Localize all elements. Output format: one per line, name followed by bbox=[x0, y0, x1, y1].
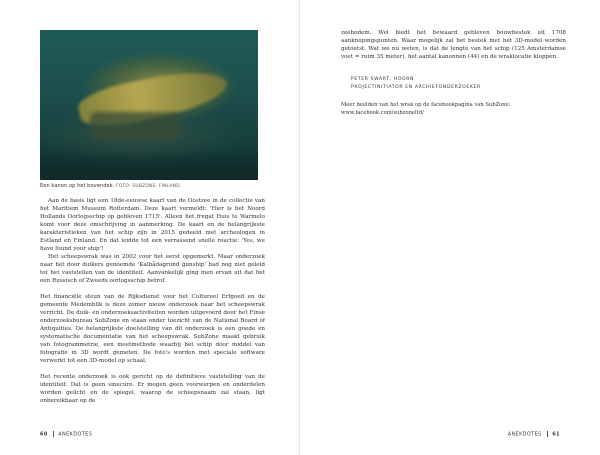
right-page-number: 61 bbox=[552, 432, 560, 438]
right-body-text bbox=[341, 29, 566, 61]
facebook-link[interactable]: www.facebook.com/subzoneltd/ bbox=[341, 109, 424, 116]
paragraph-3: Het financiële steun van de Rijksdienst voor het Cultureel Erfgoed en de gemeente Medemblik is deze zomer nieuw onderzoek naar het scheepswrak verricht. De duik- en onderzoeksactiviteiten worden uitgevoerd door het Finse onderzoeksbureau SubZone en staan onder toezicht van de National Board of Antiquities. De belangrijkste doelstelling van dit onderzoek is een goede en systematische documentatie van het scheepswrak. SubZone maakt gebruik van fotogrammetrie, een meetmethode waarbij het schip door middel van fotografie in 3D wordt gemeten. De foto's worden met speciale software verwerkt tot een 3D-model op schaal. bbox=[40, 294, 265, 364]
author-signature bbox=[351, 76, 551, 92]
author-role: PROJECTINITIATOR EN ARCHIEFONDERZOEKER bbox=[351, 85, 481, 90]
right-page bbox=[300, 0, 600, 455]
footer-separator bbox=[53, 431, 54, 437]
author-name: PETER SWART, HOORN bbox=[351, 77, 415, 82]
left-page-number: 60 bbox=[40, 432, 48, 438]
right-footer bbox=[508, 431, 560, 438]
paragraph-4: Het recente onderzoek is ook gericht op de definitieve vaststelling van de identiteit. Dat is geen sinecure. Er mogen geen voorwerpen en onderdelen worden gelicht en de spiegel, waarop de scheepsnaam zal staan, ligt onbereikbaar op de bbox=[40, 374, 265, 404]
book-gutter bbox=[299, 0, 300, 455]
caption-credit: FOTO: SUBZONE, FINLAND. bbox=[115, 184, 182, 189]
more-info-text: Meer beelden van het wrak op de facebookpagina van SubZone: bbox=[341, 102, 511, 108]
underwater-cannon-photo bbox=[40, 30, 258, 180]
left-footer bbox=[40, 431, 92, 438]
right-section-label: ANEKDOTES bbox=[507, 432, 542, 438]
seabed-shape bbox=[40, 150, 258, 180]
left-body-text bbox=[40, 197, 265, 405]
paragraph-continued: zeebodem. Wel biedt het bewaard gebleven bouwbestek uit 1708 aanknopingspunten. Waar mogelijk zal het bestek met het 3D-model worden getoetst. Wat we nu weten, is dat de lengte van het schip (125 Amsterdamse voet = ruim 35 meter), het aantal kanonnen (44) en de wraklocatie kloppen. bbox=[341, 30, 566, 60]
photo-caption bbox=[40, 183, 270, 189]
paragraph-2: Het scheepswrak was in 2002 voor het eerst opgemerkt. Maar onderzoek naar het door duikers genoemde 'Kalbådagrund gunship' had nog niet geleid tot het vaststellen van de identiteit. Aanvankelijk ging men ervan uit dat het een Russisch of Zweeds oorlogsschip betrof. bbox=[40, 254, 265, 284]
cannon-mount-shape bbox=[90, 112, 180, 140]
more-info-note bbox=[341, 102, 566, 117]
caption-text: Een kanon op het bovendek. bbox=[40, 183, 115, 189]
footer-separator bbox=[547, 431, 548, 437]
left-section-label: ANEKDOTES bbox=[58, 432, 93, 438]
paragraph-1: Aan de basis ligt een 18de-eeuwse kaart van de Oostzee in de collectie van het Maritiem Museum Rotterdam. Deze kaart vermeldt: 'Hier is het Noord Hollands Oorlogsschip op gebleven 1715'. Alleen het fregat Huis te Warmelo komt voor deze omschrijving in aanmerking. De kaart en de belangrijkste karakteristieken van het schip zijn in 2015 gedeeld met archeologen in Estland en Finland. En dat leidde tot een verrassend snelle reactie: 'Yes, we have found your ship'! bbox=[40, 198, 265, 252]
